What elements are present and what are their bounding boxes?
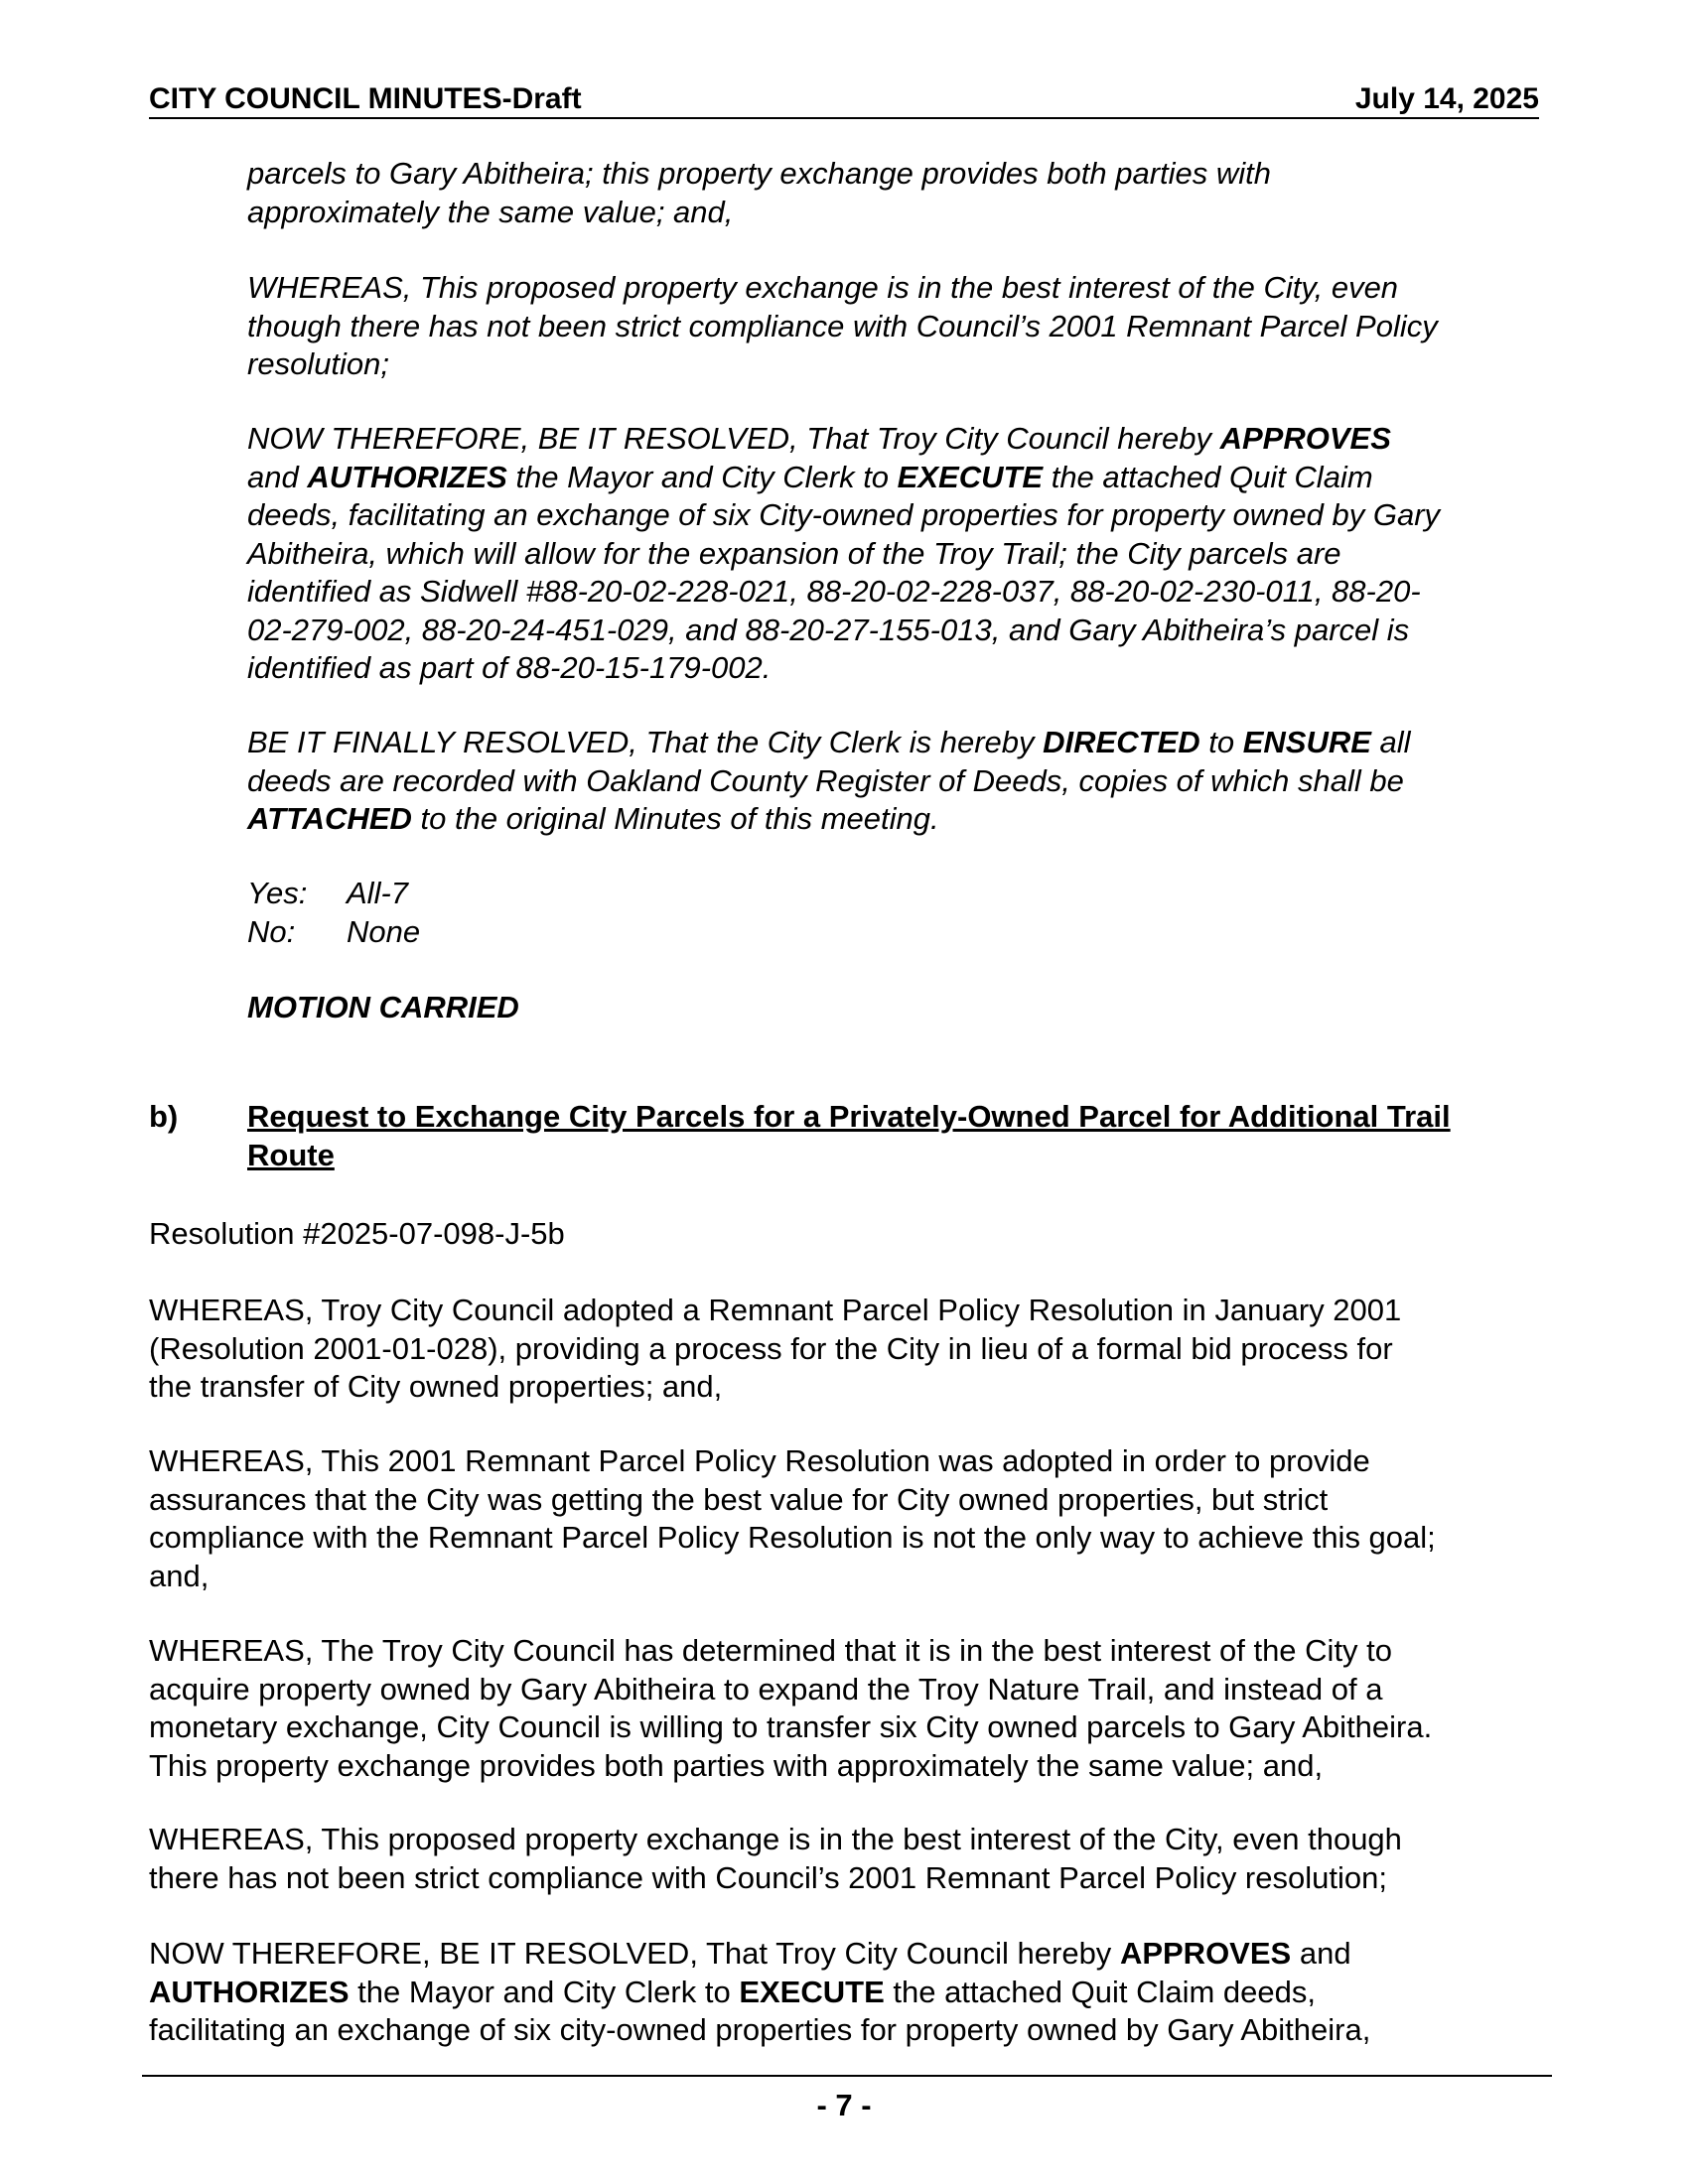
text-line: WHEREAS, The Troy City Council has determined that it is in the best interest of the City to <box>149 1633 1393 1668</box>
vote-tally <box>247 875 420 951</box>
paragraph-whereas-assurances <box>149 1442 1436 1595</box>
vote-no: No: None <box>247 913 421 949</box>
paragraph-whereas-best-interest-body <box>149 1821 1402 1897</box>
page-header <box>149 81 1539 119</box>
text-line: resolution; <box>247 346 390 381</box>
section-title: Request to Exchange City Parcels for a Privately-Owned Parcel for Additional Trail Route <box>247 1099 1451 1172</box>
text-line: acquire property owned by Gary Abitheira to expand the Troy Nature Trail, and instead of a <box>149 1671 1383 1706</box>
text-line: monetary exchange, City Council is willing to transfer six City owned parcels to Gary Abitheira. <box>149 1709 1433 1744</box>
section-letter: b) <box>149 1099 179 1134</box>
footer-divider <box>142 2075 1552 2077</box>
text-line: parcels to Gary Abitheira; this property exchange provides both parties with <box>247 156 1271 191</box>
text-line: approximately the same value; and, <box>247 194 734 229</box>
text-line: assurances that the City was getting the best value for City owned properties, but strict <box>149 1481 1329 1517</box>
vote-yes: Yes: All-7 <box>247 876 409 910</box>
text-line: identified as part of 88-20-15-179-002. <box>247 650 772 685</box>
text-line: deeds, facilitating an exchange of six City-owned properties for property owned by Gary <box>247 497 1441 532</box>
paragraph-now-therefore <box>247 420 1440 688</box>
text-line: compliance with the Remnant Parcel Policy Resolution is not the only way to achieve this goal; <box>149 1520 1436 1555</box>
text-line: WHEREAS, This proposed property exchange is in the best interest of the City, even though <box>149 1822 1402 1856</box>
text-line: and AUTHORIZES the Mayor and City Clerk to EXECUTE the attached Quit Claim <box>247 459 1373 494</box>
motion-result: MOTION CARRIED <box>247 990 519 1024</box>
text-line: WHEREAS, This proposed property exchange is in the best interest of the City, even <box>247 270 1399 305</box>
text-line: ATTACHED to the original Minutes of this meeting. <box>247 801 939 836</box>
text-line: AUTHORIZES the Mayor and City Clerk to EXECUTE the attached Quit Claim deeds, <box>149 1974 1316 2009</box>
text-line: (Resolution 2001-01-028), providing a process for the City in lieu of a formal bid process for <box>149 1330 1393 1366</box>
document-date: July 14, 2025 <box>1354 82 1539 115</box>
text-line: though there has not been strict compliance with Council’s 2001 Remnant Parcel Policy <box>247 308 1438 343</box>
text-line: BE IT FINALLY RESOLVED, That the City Clerk is hereby DIRECTED to ENSURE all <box>247 725 1411 759</box>
text-line: deeds are recorded with Oakland County Register of Deeds, copies of which shall be <box>247 762 1404 798</box>
document-title: CITY COUNCIL MINUTES-Draft <box>149 82 582 115</box>
text-line: and, <box>149 1558 210 1593</box>
text-line: there has not been strict compliance with Council’s 2001 Remnant Parcel Policy resolution; <box>149 1859 1387 1895</box>
paragraph-whereas-best-interest <box>247 269 1438 384</box>
paragraph-whereas-adopted <box>149 1292 1401 1407</box>
text-line: 02-279-002, 88-20-24-451-029, and 88-20-27-155-013, and Gary Abitheira’s parcel is <box>247 612 1410 647</box>
resolution-number: Resolution #2025-07-098-J-5b <box>149 1216 565 1251</box>
paragraph-finally-resolved <box>247 724 1411 839</box>
text-line: WHEREAS, Troy City Council adopted a Remnant Parcel Policy Resolution in January 2001 <box>149 1293 1402 1327</box>
page-number: - 7 - <box>816 2088 872 2122</box>
text-line: Abitheira, which will allow for the expansion of the Troy Trail; the City parcels are <box>247 535 1341 571</box>
paragraph-now-therefore-body <box>149 1935 1370 2050</box>
text-line: identified as Sidwell #88-20-02-228-021, 88-20-02-228-037, 88-20-02-230-011, 88-20- <box>247 574 1421 609</box>
paragraph-parcels-exchange <box>247 155 1271 231</box>
text-line: facilitating an exchange of six city-owned properties for property owned by Gary Abitheira, <box>149 2012 1371 2047</box>
text-line: NOW THEREFORE, BE IT RESOLVED, That Troy City Council hereby APPROVES <box>247 421 1391 456</box>
paragraph-whereas-determined <box>149 1632 1432 1785</box>
text-line: WHEREAS, This 2001 Remnant Parcel Policy Resolution was adopted in order to provide <box>149 1443 1370 1478</box>
text-line: the transfer of City owned properties; and, <box>149 1369 723 1404</box>
text-line: This property exchange provides both parties with approximately the same value; and, <box>149 1747 1324 1783</box>
text-line: NOW THEREFORE, BE IT RESOLVED, That Troy City Council hereby APPROVES and <box>149 1936 1351 1971</box>
